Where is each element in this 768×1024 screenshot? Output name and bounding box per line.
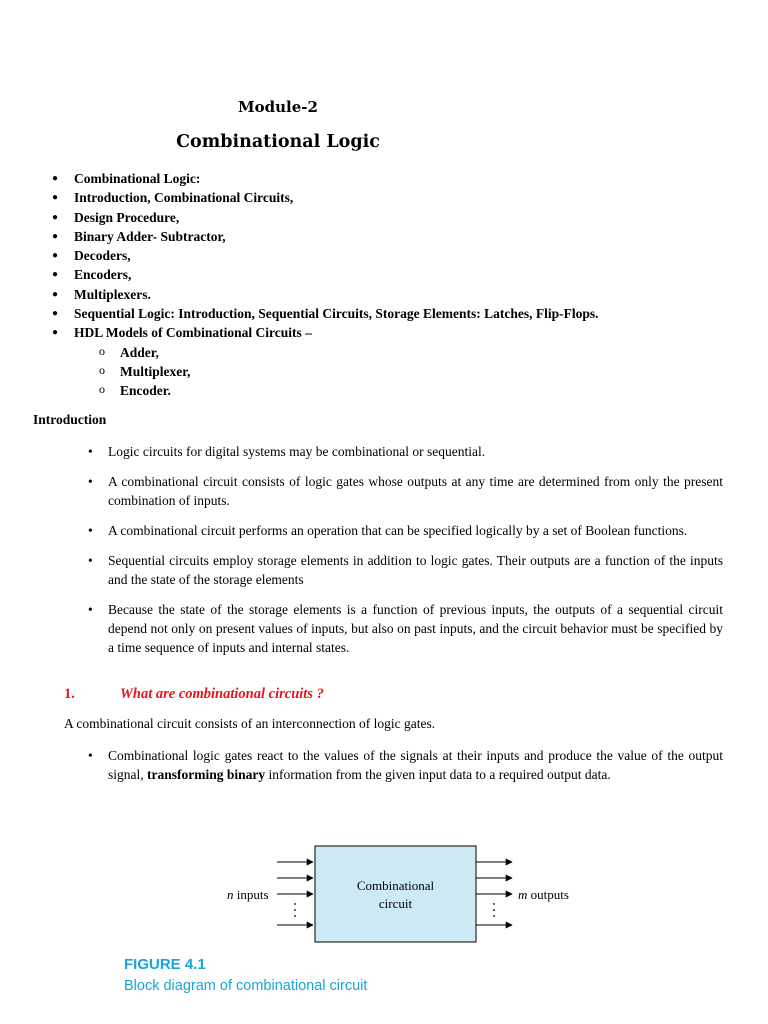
topic-item: ● Combinational Logic: <box>52 169 599 188</box>
bullet-bold-text: transforming binary <box>147 767 266 783</box>
bullet-text: information from the given input data to a required output data. <box>265 767 611 783</box>
topic-item: ● Decoders, <box>52 246 599 265</box>
output-ellipsis <box>493 903 495 917</box>
intro-bullet: • A combinational circuit consists of logic gates whose outputs at any time are determined from only the present combination of inputs. <box>88 472 723 510</box>
intro-bullet: • Sequential circuits employ storage elements in addition to logic gates. Their outputs are a function of the inputs and the state of the storage elements <box>88 551 723 589</box>
subtopic-item: o Encoder. <box>99 381 599 400</box>
question-paragraph: A combinational circuit consists of an interconnection of logic gates. <box>64 716 436 731</box>
outputs-var: m <box>518 887 528 902</box>
topic-item: ● Introduction, Combinational Circuits, <box>52 188 599 207</box>
question-number: 1. <box>64 686 75 702</box>
figure-caption-text: Block diagram of combinational circuit <box>124 978 368 994</box>
inputs-label <box>227 887 269 902</box>
topic-item: ● Encoders, <box>52 265 599 284</box>
topic-item: ● Design Procedure, <box>52 208 599 227</box>
topic-item: ● Sequential Logic: Introduction, Sequential Circuits, Storage Elements: Latches, Flip-Flops. <box>52 304 599 323</box>
figure-caption <box>124 955 367 997</box>
topic-item: ● Binary Adder- Subtractor, <box>52 227 599 246</box>
question-title: What are combinational circuits ? <box>120 686 324 702</box>
bullet-text: Combinational logic gates react to the values of the signals at their inputs and produce the value of the output signal, <box>108 748 723 783</box>
topic-item: ● Multiplexers. <box>52 285 599 304</box>
block-label-line1: Combinational <box>356 878 435 893</box>
module-label: Module-2 <box>238 98 318 116</box>
outputs-label <box>518 887 569 902</box>
input-ellipsis <box>294 903 296 917</box>
intro-bullet: • A combinational circuit performs an operation that can be specified logically by a set of Boolean functions. <box>88 521 723 540</box>
inputs-word: inputs <box>233 887 269 902</box>
subtopic-item: o Adder, <box>99 343 599 362</box>
block-label-line2: circuit <box>378 896 413 911</box>
subtopic-item: o Multiplexer, <box>99 362 599 381</box>
outputs-word: outputs <box>527 887 569 902</box>
intro-bullet: • Because the state of the storage elements is a function of previous inputs, the outputs of a sequential circuit depend not only on present values of inputs, but also on past inputs, and the circuit behavior must be specified by a time sequence of inputs and internal states. <box>88 600 723 657</box>
circuit-block <box>315 846 476 942</box>
figure-label: FIGURE 4.1 <box>124 956 206 973</box>
topic-item-label: HDL Models of Combinational Circuits – <box>74 325 312 341</box>
page-title: Combinational Logic <box>176 132 380 152</box>
inputs-var: n <box>227 887 234 902</box>
intro-bullet: • Logic circuits for digital systems may be combinational or sequential. <box>88 442 723 461</box>
introduction-heading: Introduction <box>33 412 107 427</box>
